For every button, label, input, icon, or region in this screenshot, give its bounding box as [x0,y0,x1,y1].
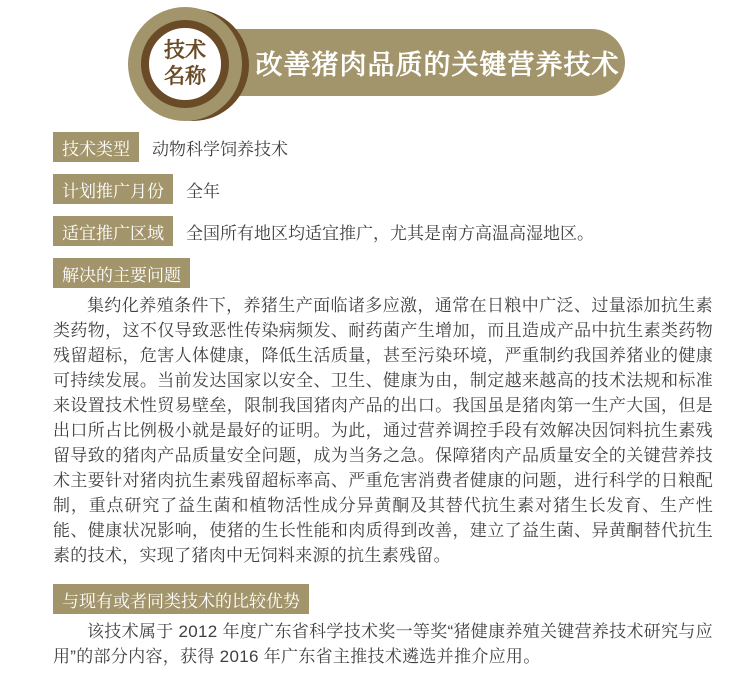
badge-text-line2: 名称 [164,65,206,88]
field-row-technology-type [53,132,750,162]
header [0,0,750,126]
field-value-suitable-region: 全国所有地区均适宜推广，尤其是南方高温高湿地区。 [186,223,594,243]
field-value-technology-type: 动物科学饲养技术 [152,139,288,159]
section-comparative-advantages [53,584,713,669]
title-banner [186,29,625,96]
field-label-technology-type: 技术类型 [53,132,139,162]
section-body-comparative-advantages: 该技术属于 2012 年度广东省科学技术奖一等奖“猪健康养殖关键营养技术研究与应用”的部分内容，获得 2016 年广东省主推技术遴选并推介应用。 [53,622,713,666]
field-label-promotion-months: 计划推广月份 [53,174,173,204]
field-row-promotion-months [53,174,750,204]
section-heading-main-problems: 解决的主要问题 [53,258,190,288]
field-value-promotion-months: 全年 [186,181,220,201]
badge-text-line1: 技术 [164,39,206,62]
section-body-main-problems: 集约化养殖条件下，养猪生产面临诸多应激，通常在日粮中广泛、过量添加抗生素类药物，这不仅导致恶性传染病频发、耐药菌产生增加，而且造成产品中抗生素类药物残留超标，危害人体健康，降低生活质量，甚至污染环境，严重制约我国养猪业的健康可持续发展。当前发达国家以安全、卫生、健康为由，制定越来越高的技术法规和标准来设置技术性贸易壁垒，限制我国猪肉产品的出口。我国虽是猪肉第一生产大国，但是出口所占比例极小就是最好的证明。为此，通过营养调控手段有效解决因饲料抗生素残留导致的猪肉产品质量安全问题，成为当务之急。保障猪肉产品质量安全的关键营养技术主要针对猪肉抗生素残留超标率高、严重危害消费者健康的问题，进行科学的日粮配制，重点研究了益生菌和植物活性成分异黄酮及其替代抗生素对猪生长发育、生产性能、健康状况影响，使猪的生长性能和肉质得到改善，建立了益生菌、异黄酮替代抗生素的技术，实现了猪肉中无饲料来源的抗生素残留。 [53,296,713,565]
technology-title: 改善猪肉品质的关键营养技术 [255,50,620,80]
field-label-suitable-region: 适宜推广区域 [53,216,173,246]
field-list [53,132,750,246]
field-row-suitable-region [53,216,750,246]
section-main-problems [53,258,713,568]
technology-name-badge [141,20,229,108]
section-heading-comparative-advantages: 与现有或者同类技术的比较优势 [53,584,309,614]
